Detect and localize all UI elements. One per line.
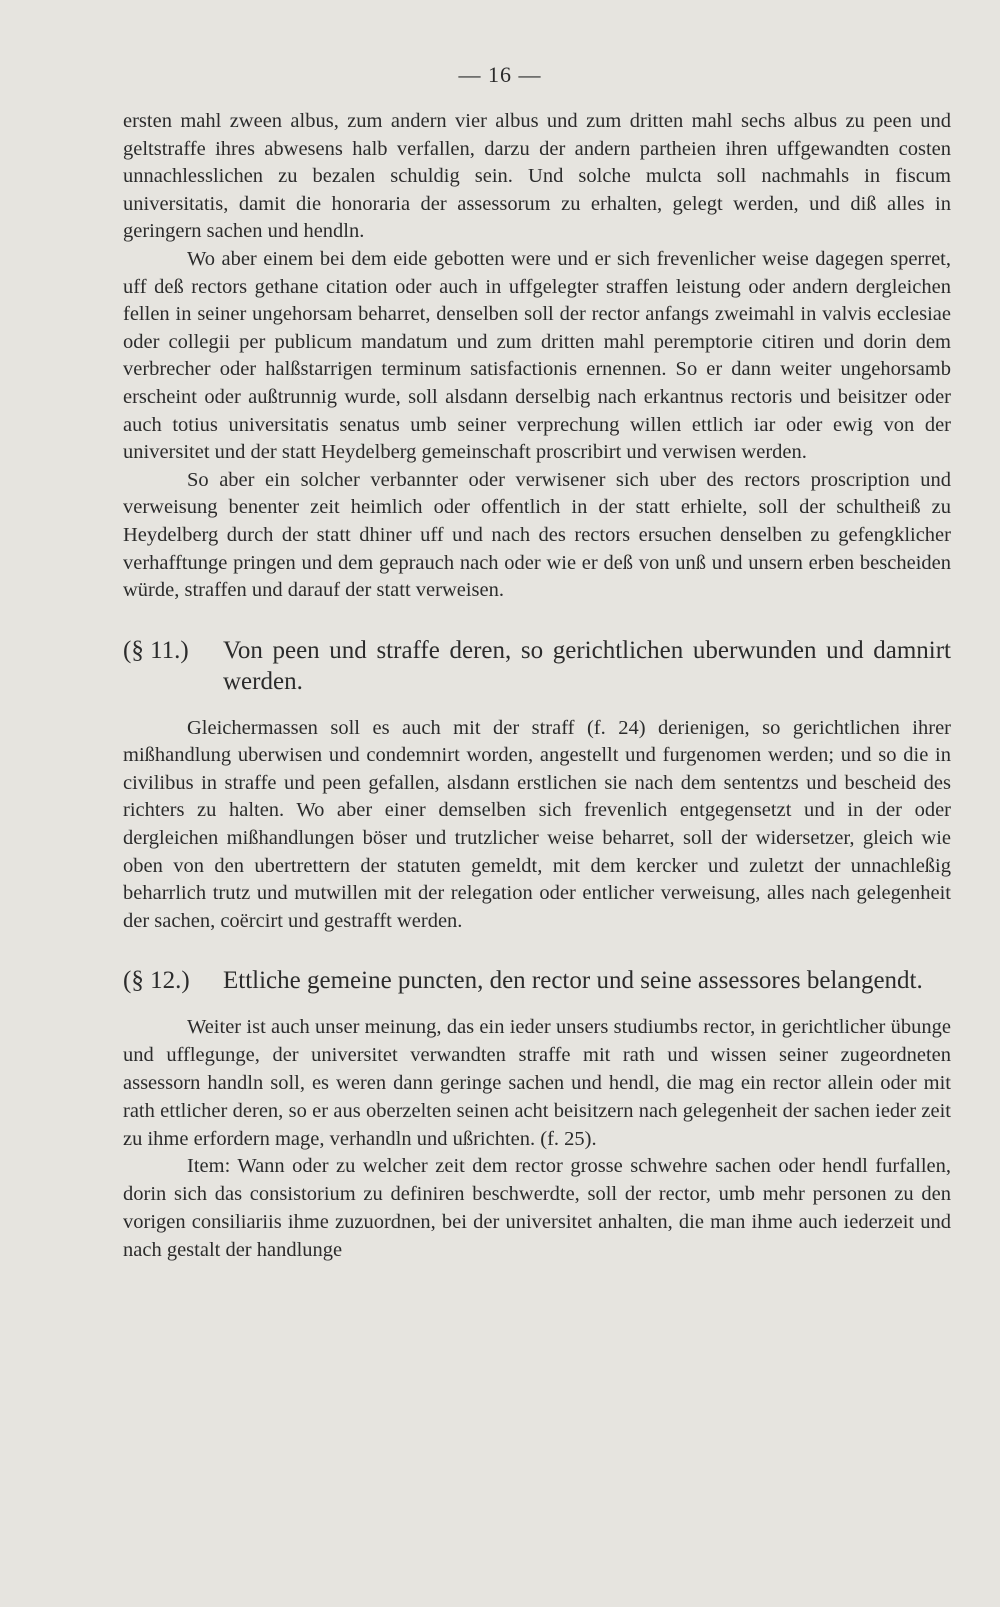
section-title-11: Von peen und straffe deren, so gerichtlichen uberwunden und damnirt werden. bbox=[223, 636, 951, 695]
paragraph-2: Wo aber einem bei dem eide gebotten were und er sich frevenlicher weise dagegen sperret, uff deß rectors gethane citation oder auch in uffgelegter straffen leistung oder andern dergleichen fellen in seiner ungehorsam beharret, denselben soll der rector anfangs zweimahl in valvis ecclesiae oder collegii per publicum mandatum und zum dritten mahl peremptorie citiren und dorin dem verbrecher oder halßstarrigen terminum satisfactionis ernennen. So er dann weiter ungehorsamb erscheint oder außtrunnig wurde, soll alsdann derselbig nach erkantnus rectoris und beisitzer oder auch totius universitatis senatus umb seiner verprechung willen ettlich iar oder ewig von der universitet und der statt Heydelberg gemeinschaft proscribirt und verwisen werden. bbox=[123, 247, 951, 464]
paragraph-6: Item: Wann oder zu welcher zeit dem rector grosse schwehre sachen oder hendl furfallen, dorin sich das consistorium zu definiren beschwerdte, soll der rector, umb mehr personen zu den vorigen consiliariis ihme zuzuordnen, bei der universitet anhalten, die man ihme auch iederzeit und nach gestalt der handlunge bbox=[123, 1155, 951, 1261]
paragraph-1: ersten mahl zween albus, zum andern vier albus und zum dritten mahl sechs albus zu peen und geltstraffe ihres abwesens halb verfallen, darzu der andern partheien ihren uffgewandten costen unnachlesslichen zu bezalen schuldig sein. Und solche mulcta soll nachmahls in fiscum universitatis, damit die honoraria der assessorum zu erhalten, gelegt werden, und diß alles in geringern sachen und hendln. bbox=[123, 110, 951, 243]
section-heading-12 bbox=[123, 965, 951, 996]
section-heading-11 bbox=[123, 635, 951, 697]
page-number: — 16 — bbox=[458, 62, 542, 87]
page-content bbox=[123, 108, 951, 1265]
section-title-12: Ettliche gemeine puncten, den rector und seine assessores belangendt. bbox=[223, 967, 923, 995]
paragraph-4: Gleichermassen soll es auch mit der straff (f. 24) derienigen, so gerichtlichen ihrer mißhandlung uberwisen und condemnirt worden, angestellt und furgenomen werden; und so die in civilibus in straffe und peen gefallen, alsdann erstlichen sie nach dem sententzs und bescheid des richters zu halten. Wo aber einer demselben sich frevenlich entgegensetzt und in der oder dergleichen mißhandlungen böser und trutzlicher weise beharret, soll der widersetzer, gleich wie oben von den ubertrettern der statuten gemeldt, mit dem kercker und zuletzt der unnachleßig beharrlich trutz und mutwillen mit der relegation oder entlicher verweisung, alles nach gelegenheit der sachen, coërcirt und gestrafft werden. bbox=[123, 716, 951, 932]
final-paragraphs bbox=[123, 1014, 951, 1264]
section-number-12: (§ 12.) bbox=[123, 967, 190, 995]
section-number-11: (§ 11.) bbox=[123, 636, 189, 664]
paragraph-5: Weiter ist auch unser meinung, das ein ieder unsers studiumbs rector, in gerichtlicher übunge und ufflegunge, der universitet verwandten straffe mit rath und wissen seiner zugeordneten assessorn handln soll, es weren dann geringe sachen und hendl, die mag ein rector allein oder mit rath ettlicher deren, so er aus oberzelten seinen acht beisitzern nach gelegenheit der sachen ieder zeit zu ihme erfordern mage, verhandln und ußrichten. (f. 25). bbox=[123, 1016, 951, 1150]
paragraph-3: So aber ein solcher verbannter oder verwisener sich uber des rectors proscription und verweisung benenter zeit heimlich oder offentlich in der statt erhielte, soll der schultheiß zu Heydelberg durch der statt dhiner uff und nach des rectors ersuchen denselben zu gefengklicher verhafftunge pringen und dem geprauch nach oder wie er deß von unß und unsern erben bescheiden würde, straffen und darauf der statt verweisen. bbox=[123, 468, 951, 602]
